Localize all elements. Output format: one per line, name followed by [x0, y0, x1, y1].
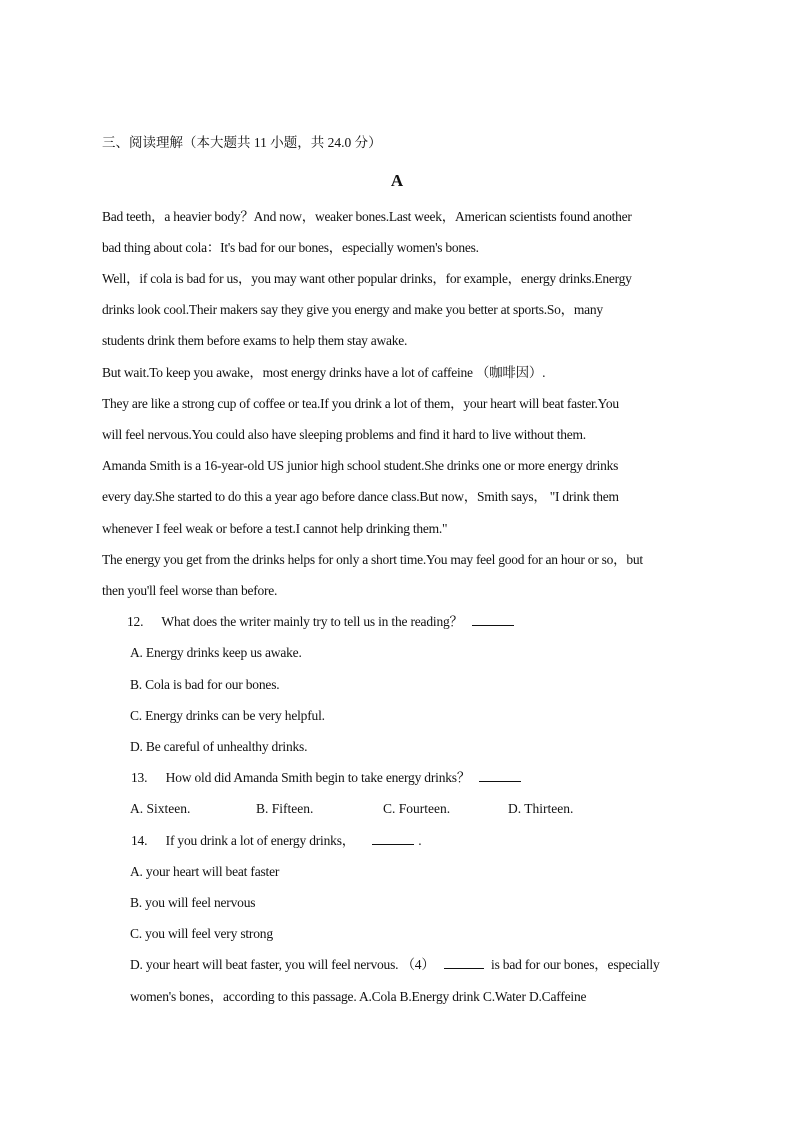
option-c[interactable]: C. Fourteen. [383, 801, 451, 816]
answer-blank[interactable] [472, 613, 514, 626]
answer-blank[interactable] [479, 769, 521, 782]
passage-line: every day.She started to do this a year ago before dance class.But now，Smith says， "I drink them [102, 489, 619, 504]
question-stem: If you drink a lot of energy drinks， [165, 833, 356, 848]
passage-line: students drink them before exams to help them stay awake. [102, 333, 408, 348]
option-d[interactable]: D. Thirteen. [508, 801, 574, 816]
passage-line: Amanda Smith is a 16-year-old US junior high school student.She drinks one or more energy drinks [102, 458, 619, 473]
question-14 [131, 832, 421, 850]
option-d-text: D. your heart will beat faster, you will feel nervous. （4） [130, 957, 435, 972]
passage-line: will feel nervous.You could also have sleeping problems and find it hard to live without them. [102, 427, 586, 442]
question-stem: What does the writer mainly try to tell us in the reading？ [161, 614, 463, 629]
question-13 [131, 769, 521, 787]
question-number: 12. [127, 614, 144, 629]
option-c[interactable]: C. you will feel very strong [130, 926, 273, 941]
option-b[interactable]: B. you will feel nervous [130, 895, 256, 910]
option-d[interactable]: D. Be careful of unhealthy drinks. [130, 739, 308, 754]
question-end-punct: . [418, 833, 422, 848]
passage-line: drinks look cool.Their makers say they give you energy and make you better at sports.So，many [102, 302, 603, 317]
question-12 [127, 613, 514, 631]
passage-line: Bad teeth，a heavier body？And now，weaker bones.Last week，American scientists found another [102, 209, 632, 224]
option-b[interactable]: B. Cola is bad for our bones. [130, 677, 280, 692]
question-stem: How old did Amanda Smith begin to take energy drinks？ [165, 770, 471, 785]
question-number: 13. [131, 770, 148, 785]
option-d[interactable] [130, 956, 660, 974]
answer-blank[interactable] [444, 956, 484, 969]
answer-blank[interactable] [372, 832, 414, 845]
passage-line: But wait.To keep you awake，most energy drinks have a lot of caffeine （咖啡因）. [102, 365, 546, 380]
option-a[interactable]: A. Energy drinks keep us awake. [130, 645, 302, 660]
question-number: 14. [131, 833, 148, 848]
passage-title: A [390, 171, 404, 190]
passage-line: The energy you get from the drinks helps for only a short time.You may feel good for an hour or so，but [102, 552, 643, 567]
passage-line: They are like a strong cup of coffee or tea.If you drink a lot of them，your heart will beat faster.You [102, 396, 619, 411]
option-d-text-end: is bad for our bones，especially [491, 957, 660, 972]
passage-line: whenever I feel weak or before a test.I cannot help drinking them." [102, 521, 448, 536]
option-b[interactable]: B. Fifteen. [256, 801, 314, 816]
option-c[interactable]: C. Energy drinks can be very helpful. [130, 708, 325, 723]
passage-line: Well，if cola is bad for us，you may want other popular drinks，for example，energy drinks.Energy [102, 271, 632, 286]
passage-line: bad thing about cola：It's bad for our bones，especially women's bones. [102, 240, 479, 255]
option-d-continuation: women's bones，according to this passage. A.Cola B.Energy drink C.Water D.Caffeine [130, 989, 587, 1004]
option-a[interactable]: A. your heart will beat faster [130, 864, 280, 879]
passage-line: then you'll feel worse than before. [102, 583, 278, 598]
option-a[interactable]: A. Sixteen. [130, 801, 191, 816]
section-header: 三、阅读理解（本大题共 11 小题，共 24.0 分） [102, 135, 382, 150]
question-13-options [0, 800, 794, 818]
